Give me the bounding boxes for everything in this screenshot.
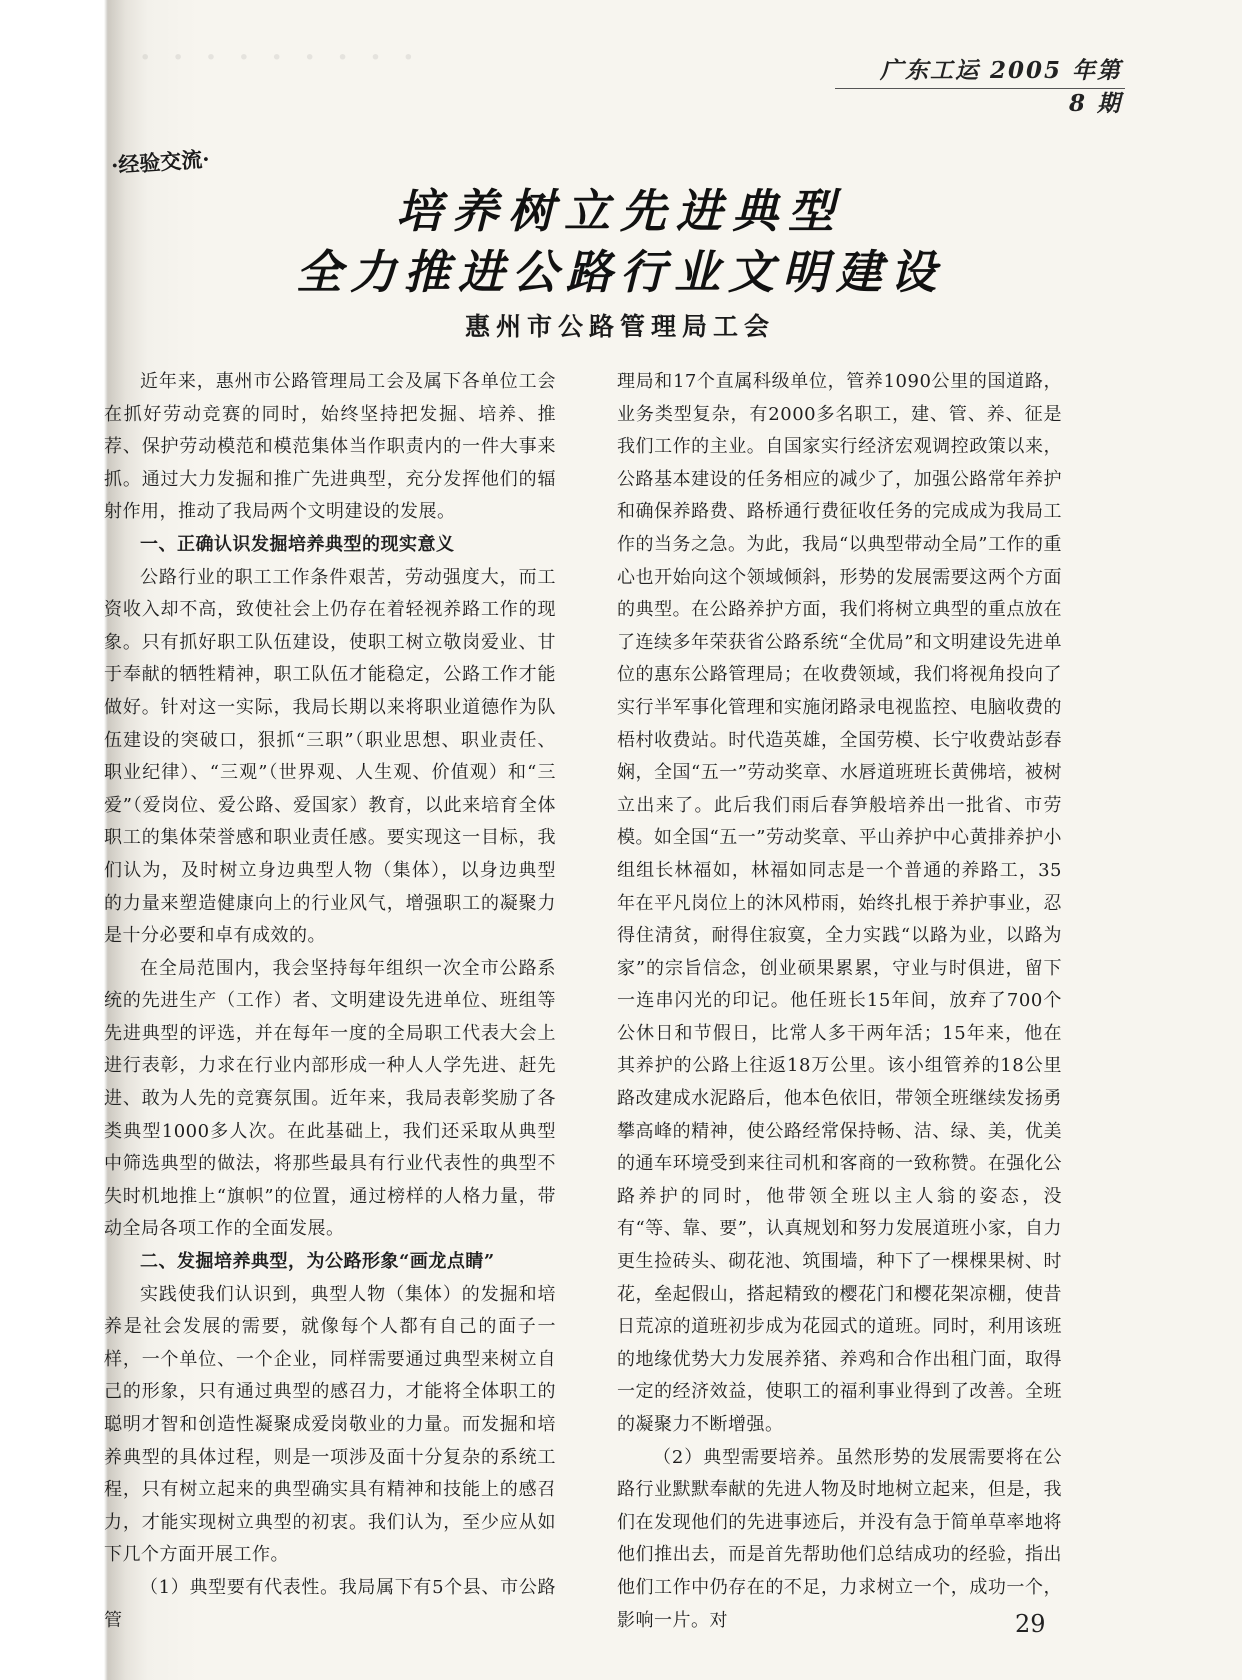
paragraph: 公路行业的职工工作条件艰苦，劳动强度大，而工资收入却不高，致使社会上仍存在着轻视养路工作的现象。只有抓好职工队伍建设，使职工树立敬岗爱业、甘于奉献的牺牲精神，职工队伍才能稳定，公路工作才能做好。针对这一实际，我局长期以来将职业道德作为队伍建设的突破口，狠抓“三职”（职业思想、职业责任、职业纪律）、“三观”（世界观、人生观、价值观）和“三爱”（爱岗位、爱公路、爱国家）教育，以此来培育全体职工的集体荣誉感和职业责任感。要实现这一目标，我们认为，及时树立身边典型人物（集体），以身边典型的力量来塑造健康向上的行业风气，增强职工的凝聚力是十分必要和卓有成效的。 <box>104 566 556 947</box>
section-heading-1: 一、正确认识发掘培养典型的现实意义 <box>140 533 455 555</box>
paragraph: （2）典型需要培养。虽然形势的发展需要将在公路行业默默奉献的先进人物及时地树立起来，但是，我们在发现他们的先进事迹后，并没有急于简单草率地将他们推出去，而是首先帮助他们总结成功的经验，指出他们工作中仍存在的不足，力求树立一个，成功一个，影响一片。对 <box>617 1446 1062 1631</box>
byline: 惠州市公路管理局工会 <box>464 312 775 341</box>
bleed-through-text: · · · · · · · · · <box>140 40 420 75</box>
left-column <box>104 366 556 1637</box>
paragraph: 实践使我们认识到，典型人物（集体）的发掘和培养是社会发展的需要，就像每个人都有自己的面子一样，一个单位、一个企业，同样需要通过典型来树立自己的形象，只有通过典型的感召力，才能将全体职工的聪明才智和创造性凝聚成爱岗敬业的力量。而发掘和培养典型的具体过程，则是一项涉及面十分复杂的系统工程，只有树立起来的典型确实具有精神和技能上的感召力，才能实现树立典型的初衷。我们认为，至少应从如下几个方面开展工作。 <box>104 1283 556 1566</box>
binding-edge <box>0 0 120 1680</box>
page-number: 29 <box>1015 1610 1046 1638</box>
section-heading-2: 二、发掘培养典型，为公路形象“画龙点睛” <box>140 1251 495 1273</box>
paragraph: 理局和17个直属科级单位，管养1090公里的国道路，业务类型复杂，有2000多名职工，建、管、养、征是我们工作的主业。自国家实行经济宏观调控政策以来，公路基本建设的任务相应的减少了，加强公路常年养护和确保养路费、路桥通行费征收任务的完成成为我局工作的当务之急。为此，我局“以典型带动全局”工作的重心也开始向这个领域倾斜，形势的发展需要这两个方面的典型。在公路养护方面，我们将树立典型的重点放在了连续多年荣获省公路系统“全优局”和文明建设先进单位的惠东公路管理局；在收费领域，我们将视角投向了实行半军事化管理和实施闭路录电视监控、电脑收费的梧村收费站。时代造英雄，全国劳模、长宁收费站彭春娴，全国“五一”劳动奖章、水唇道班班长黄佛培，被树立出来了。此后我们雨后春笋般培养出一批省、市劳模。如全国“五一”劳动奖章、平山养护中心黄排养护小组组长林福如，林福如同志是一个普通的养路工，35年在平凡岗位上的沐风栉雨，始终扎根于养护事业，忍得住清贫，耐得住寂寞，全力实践“以路为业，以路为家”的宗旨信念，创业硕果累累，守业与时俱进，留下一连串闪光的印记。他任班长15年间，放弃了700个公休日和节假日，比常人多干两年活；15年来，他在其养护的公路上往返18万公里。该小组管养的18公里路改建成水泥路后，他本色依旧，带领全班继续发扬勇攀高峰的精神，使公路经常保持畅、洁、绿、美，优美的通车环境受到来往司机和客商的一致称赞。在强化公路养护的同时，他带领全班以主人翁的姿态，没有“等、靠、要”，认真规划和努力发展道班小家，自力更生捡砖头、砌花池、筑围墙，种下了一棵棵果树、时花，垒起假山，搭起精致的樱花门和樱花架凉棚，使昔日荒凉的道班初步成为花园式的道班。同时，利用该班的地缘优势大力发展养猪、养鸡和合作出租门面，取得一定的经济效益，使职工的福利事业得到了改善。全班的凝聚力不断增强。 <box>617 371 1062 1435</box>
section-tag: ·经验交流· <box>110 146 211 178</box>
intro-paragraph: 近年来，惠州市公路管理局工会及属下各单位工会在抓好劳动竞赛的同时，始终坚持把发掘、培养、推荐、保护劳动模范和模范集体当作职责内的一件大事来抓。通过大力发掘和推广先进典型，充分发挥他们的辐射作用，推动了我局两个文明建设的发展。 <box>104 371 556 523</box>
paragraph: （1）典型要有代表性。我局属下有5个县、市公路管 <box>104 1576 556 1631</box>
header-rule <box>835 88 1125 89</box>
journal-header: 广东工运 2005 年第 8 期 <box>879 57 1122 117</box>
title-line-2: 全力推进公路行业文明建设 <box>296 245 944 299</box>
title-line-1: 培养树立先进典型 <box>396 184 844 238</box>
paragraph: 在全局范围内，我会坚持每年组织一次全市公路系统的先进生产（工作）者、文明建设先进单位、班组等先进典型的评选，并在每年一度的全局职工代表大会上进行表彰，力求在行业内部形成一种人人学先进、赶先进、敢为人先的竞赛氛围。近年来，我局表彰奖励了各类典型1000多人次。在此基础上，我们还采取从典型中筛选典型的做法，将那些最具有行业代表性的典型不失时机地推上“旗帜”的位置，通过榜样的人格力量，带动全局各项工作的全面发展。 <box>104 957 556 1240</box>
right-column <box>617 366 1062 1637</box>
